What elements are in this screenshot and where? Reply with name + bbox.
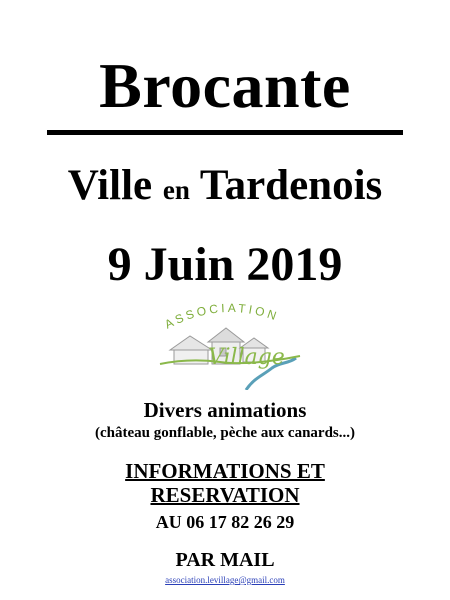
town-first: Ville <box>67 162 153 209</box>
animations-detail: (château gonflable, pèche aux canards...) <box>95 425 355 441</box>
info-line-1: INFORMATIONS ET <box>125 459 325 483</box>
phone-number: AU 06 17 82 26 29 <box>155 512 295 532</box>
title-underline <box>47 130 403 135</box>
animations-title: Divers animations <box>143 398 307 422</box>
town-last: Tardenois <box>199 162 383 209</box>
poster-title: Brocante <box>99 50 351 121</box>
association-logo <box>150 298 310 390</box>
town-connector: en <box>162 175 190 205</box>
info-heading <box>0 459 450 507</box>
town-name <box>0 160 450 216</box>
logo-script-text: Village <box>208 345 285 370</box>
logo-arc-text: ASSOCIATION <box>162 300 281 332</box>
info-line-2: RESERVATION <box>150 483 300 507</box>
mail-label: PAR MAIL <box>175 549 275 571</box>
email-address <box>0 574 450 586</box>
event-date: 9 Juin 2019 <box>107 238 343 291</box>
email-link[interactable]: association.levillage@gmail.com <box>165 575 285 585</box>
